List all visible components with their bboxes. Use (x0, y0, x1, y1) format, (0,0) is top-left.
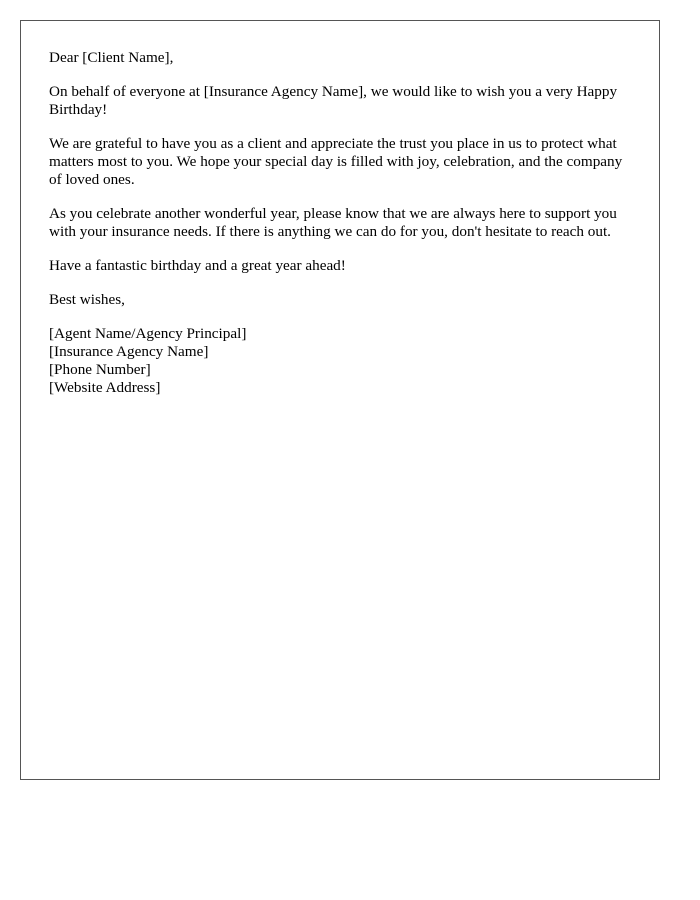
salutation: Dear [Client Name], (49, 49, 174, 66)
letter-document (20, 20, 660, 780)
signature-agent-name: [Agent Name/Agency Principal] (49, 325, 247, 342)
paragraph-support: As you celebrate another wonderful year, please know that we are always here to support you with your insurance needs. If there is anything we can do for you, don't hesitate to reach out. (49, 205, 617, 240)
signature-phone: [Phone Number] (49, 361, 151, 378)
signature-agency-name: [Insurance Agency Name] (49, 343, 209, 360)
paragraph-wish: Have a fantastic birthday and a great year ahead! (49, 257, 346, 274)
signature-block (49, 325, 631, 397)
paragraph-greeting: On behalf of everyone at [Insurance Agency Name], we would like to wish you a very Happy Birthday! (49, 83, 618, 118)
paragraph-gratitude: We are grateful to have you as a client and appreciate the trust you place in us to protect what matters most to you. We hope your special day is filled with joy, celebration, and the company of loved ones. (49, 135, 623, 188)
signature-website: [Website Address] (49, 379, 161, 396)
closing: Best wishes, (49, 291, 125, 308)
